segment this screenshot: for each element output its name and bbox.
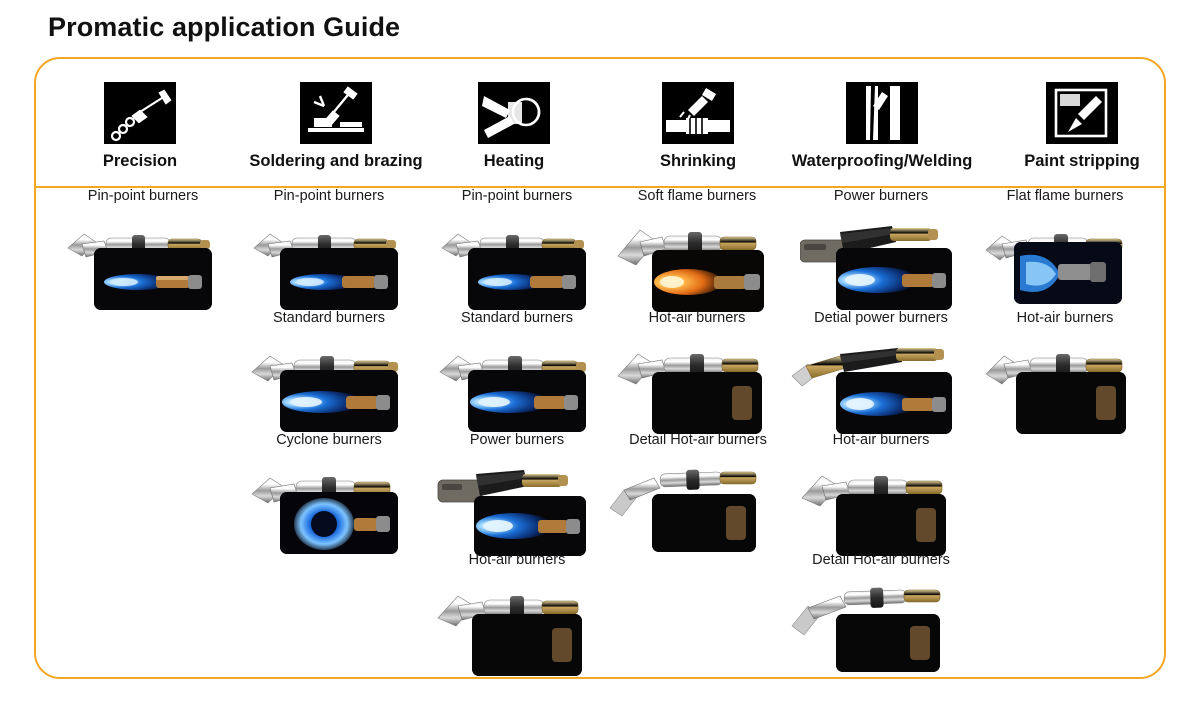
item-label: Power burners (833, 188, 929, 204)
item-label: Detial power burners (814, 310, 948, 326)
flame-photo-orange-soft (652, 250, 764, 312)
item-paint-flat-flame (984, 188, 1146, 294)
item-heating-pin-point (436, 188, 598, 294)
item-heating-hot-air (436, 552, 598, 658)
item-visual (248, 330, 410, 416)
item-visual (436, 572, 598, 658)
flame-photo-glow-coils (836, 494, 946, 556)
item-visual (436, 208, 598, 294)
item-label: Detail Hot-air burners (629, 432, 767, 448)
column-header-heating (452, 82, 576, 171)
flame-photo-glow-coils (836, 614, 940, 672)
column-title: Soldering and brazing (249, 152, 423, 170)
flame-photo-blue-power (836, 372, 952, 434)
column-header-shrinking (636, 82, 760, 171)
item-heating-standard (436, 310, 598, 416)
item-visual (616, 330, 778, 416)
item-waterproofing-hot-air (800, 432, 962, 538)
item-visual (436, 452, 598, 538)
item-paint-hot-air (984, 310, 1146, 416)
item-soldering-cyclone (248, 432, 410, 538)
flame-photo-blue-pinpoint (468, 248, 586, 310)
flame-photo-blue-ring (280, 492, 398, 554)
item-visual (248, 208, 410, 294)
item-visual (800, 452, 962, 538)
paint-stripping-icon (1046, 82, 1118, 144)
shrinking-tube-icon (662, 82, 734, 144)
item-label: Detail Hot-air burners (812, 552, 950, 568)
page-title: Promatic application Guide (48, 12, 401, 42)
column-header-waterproofing (776, 82, 988, 171)
item-visual (790, 572, 972, 658)
item-waterproofing-detail-hot-air (790, 552, 972, 658)
item-label: Standard burners (460, 310, 574, 326)
column-title: Heating (483, 152, 545, 170)
item-visual (248, 452, 410, 538)
item-soldering-pin-point (248, 188, 410, 294)
flame-photo-blue-power (836, 248, 952, 310)
flame-photo-blue-standard (280, 370, 398, 432)
item-waterproofing-power (800, 188, 962, 294)
flame-photo-blue-pinpoint (280, 248, 398, 310)
item-visual (800, 208, 962, 294)
item-visual (62, 208, 224, 294)
item-label: Flat flame burners (1006, 188, 1124, 204)
item-visual (608, 452, 788, 538)
heating-pliers-icon (478, 82, 550, 144)
item-label: Standard burners (272, 310, 386, 326)
item-label: Soft flame burners (637, 188, 757, 204)
item-shrinking-soft-flame (616, 188, 778, 294)
item-visual (616, 208, 778, 294)
item-soldering-standard (248, 310, 410, 416)
item-precision-pin-point (62, 188, 224, 294)
item-label: Hot-air burners (648, 310, 746, 326)
column-header-soldering (230, 82, 442, 171)
item-label: Hot-air burners (1016, 310, 1114, 326)
flame-photo-blue-standard (468, 370, 586, 432)
item-label: Hot-air burners (468, 552, 566, 568)
column-header-paint-stripping (1008, 82, 1156, 171)
flame-photo-glow-coils (652, 494, 756, 552)
soldering-brazing-icon (300, 82, 372, 144)
item-visual (790, 330, 972, 416)
item-shrinking-detail-hot-air (608, 432, 788, 538)
item-shrinking-hot-air (616, 310, 778, 416)
item-waterproofing-detail-power (790, 310, 972, 416)
item-label: Cyclone burners (276, 432, 382, 448)
flame-photo-glow-coils (1016, 372, 1126, 434)
flame-photo-glow-coils (472, 614, 582, 676)
item-visual (436, 330, 598, 416)
flame-photo-blue-pinpoint (94, 248, 212, 310)
item-label: Pin-point burners (87, 188, 199, 204)
precision-torch-chain-icon (104, 82, 176, 144)
item-visual (984, 208, 1146, 294)
flame-photo-glow-coils (652, 372, 762, 434)
column-title: Waterproofing/Welding (791, 152, 973, 170)
item-label: Power burners (469, 432, 565, 448)
flame-photo-blue-power (474, 496, 586, 556)
column-title: Precision (102, 152, 178, 170)
item-label: Pin-point burners (273, 188, 385, 204)
column-title: Shrinking (659, 152, 737, 170)
item-label: Hot-air burners (832, 432, 930, 448)
column-header-precision (62, 82, 218, 171)
item-label: Pin-point burners (461, 188, 573, 204)
item-visual (984, 330, 1146, 416)
column-title: Paint stripping (1024, 152, 1140, 170)
waterproofing-welding-icon (846, 82, 918, 144)
item-heating-power (436, 432, 598, 538)
flame-photo-blue-flat (1014, 242, 1122, 304)
